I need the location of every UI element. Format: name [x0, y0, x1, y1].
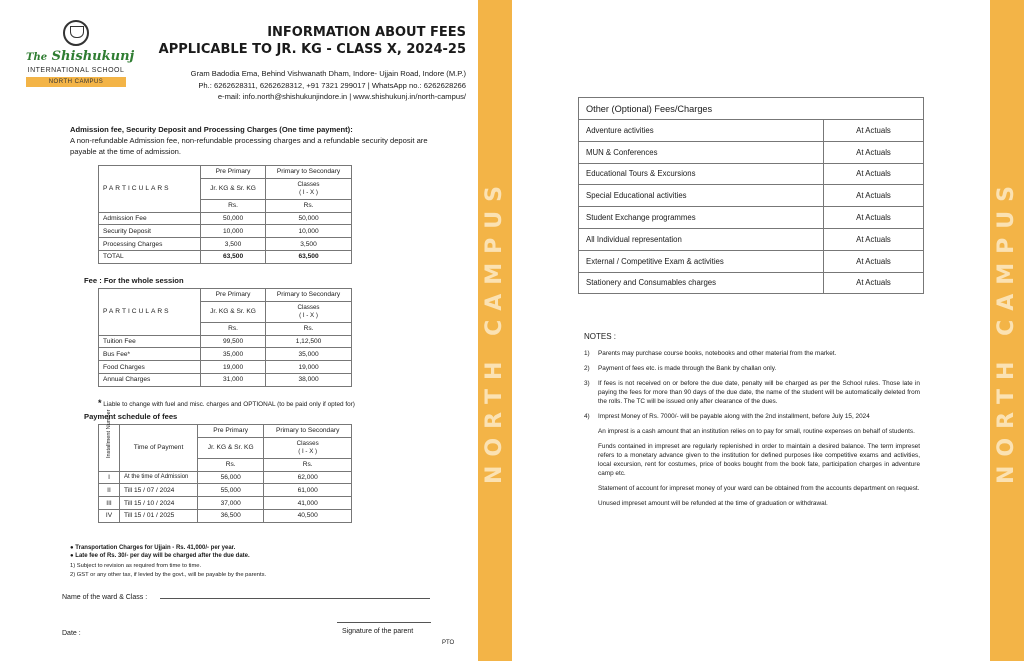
contact-block: Gram Badodia Ema, Behind Vishwanath Dham, Indore- Ujjain Road, Indore (M.P.) Ph.: 6262628311, 6262628312, +91 7321 299017 | WhatsApp no.: 6262628266 e-mail: info.north@shishukunjindore.in | www.shishukunj.in/north-campus/ [190, 69, 466, 101]
crest-icon [63, 20, 89, 46]
admission-fee-table: PARTICULARS Pre Primary Primary to Secondary Jr. KG & Sr. KG Classes ( I - X ) Rs. Rs. Admission Fee 50,000 50,000 Security Deposit 10,000 10,000 Processing Charges 3,500 3,500 TOTAL 63,500 63,500 [98, 165, 352, 264]
impreset-paragraph: An imprest is a cash amount that an institution relies on to pay for small, routine expenses on behalf of students. [598, 428, 915, 435]
table-row: II Till 15 / 07 / 2024 55,000 61,000 [99, 484, 352, 497]
list-item: 4) Imprest Money of Rs. 7000/- will be payable along with the 2nd installment, before July 15, 2024 [584, 413, 870, 420]
side-band-left [478, 0, 512, 661]
table-row: Admission Fee 50,000 50,000 [99, 212, 352, 225]
table-row: Stationery and Consumables charges At Actuals [579, 272, 924, 294]
side-band-text: NORTH CAMPUS [994, 176, 1020, 485]
session-fee-table: PARTICULARS Pre Primary Primary to Secondary Jr. KG & Sr. KG Classes ( I - X ) Rs. Rs. Tuition Fee 99,500 1,12,500 Bus Fee* 35,000 35,000 Food Charges 19,000 19,000 Annual Charges 31,000 38,000 [98, 288, 352, 387]
table-row: Security Deposit 10,000 10,000 [99, 225, 352, 238]
ward-name-line [160, 598, 430, 599]
impreset-paragraph: Unused impreset amount will be refunded at the time of graduation or withdrawal. [598, 500, 828, 507]
table-row: Processing Charges 3,500 3,500 [99, 238, 352, 251]
table-row: IV Till 15 / 01 / 2025 36,500 40,500 [99, 509, 352, 522]
table-row: Adventure activities At Actuals [579, 120, 924, 142]
table-row: External / Competitive Exam & activities At Actuals [579, 250, 924, 272]
table-row: Food Charges 19,000 19,000 [99, 361, 352, 374]
list-item: 1) Parents may purchase course books, notebooks and other material from the market. [584, 350, 837, 357]
bus-fee-footnote: * Liable to change with fuel and misc. charges and OPTIONAL (to be paid only if opted for) [98, 398, 355, 408]
table-row: Student Exchange programmes At Actuals [579, 207, 924, 229]
table-row: Special Educational activities At Actuals [579, 185, 924, 207]
table-row: Annual Charges 31,000 38,000 [99, 373, 352, 386]
fee-page-front [0, 0, 478, 661]
list-item: 2) Payment of fees etc. is made through the Bank by challan only. [584, 365, 777, 372]
admission-intro: Admission fee, Security Deposit and Processing Charges (One time payment): A non-refundable Admission fee, non-refundable processing charges and a refundable security deposit are payable at the time of admission. [70, 125, 428, 156]
fee-conditions: 1) Subject to revision as required from time to time. 2) GST or any other tax, if levied by the govt., will be payable by the parents. [70, 563, 267, 578]
table-row: Educational Tours & Excursions At Actuals [579, 163, 924, 185]
table-row: All Individual representation At Actuals [579, 228, 924, 250]
payment-schedule-table: Installment Number Time of Payment Pre Primary Primary to Secondary Jr. KG & Sr. KG Classes ( I - X ) Rs. Rs. I At the time of Admission 56,000 62,000 II Till 15 / 07 / 2024 55,000 61,000 III Till 15 / 10 / 2024 37,000 41,000 IV Till 15 / 01 / 2025 36,500 40,500 [98, 424, 352, 523]
table-row: Bus Fee* 35,000 35,000 [99, 348, 352, 361]
table-row: Tuition Fee 99,500 1,12,500 [99, 335, 352, 348]
school-logo [26, 20, 135, 87]
other-fees-table: Other (Optional) Fees/Charges Adventure activities At Actuals MUN & Conferences At Actuals Educational Tours & Excursions At Actuals Special Educational activities At Actuals Student Exchange programmes At Actuals All Individual representation At Actuals External / Competitive Exam & activities At Actuals Stationery and Consumables charges At Actuals [578, 97, 924, 294]
pto-label: PTO [442, 640, 455, 646]
page-title: INFORMATION ABOUT FEES APPLICABLE TO JR. KG - CLASS X, 2024-25 [158, 25, 466, 57]
table-row: MUN & Conferences At Actuals [579, 141, 924, 163]
side-band-right [990, 0, 1024, 661]
signature-line [337, 622, 431, 623]
brand-name: The Shishukunj [26, 49, 135, 64]
ward-name-label: Name of the ward & Class : [62, 594, 148, 601]
notes-title: NOTES : [584, 332, 617, 341]
table-row: TOTAL 63,500 63,500 [99, 250, 352, 263]
impreset-paragraph: Funds contained in impreset are regularly replenished in order to maintain a desired balance. The term impreset refers to a monetary advance given to the institution for defined purposes like competitive exams and activities, local excursion, rent for costumes, price of books bought from the book fate, participation charges in adventure camp etc. [598, 443, 920, 477]
list-item: 3) If fees is not received on or before the due date, penalty will be charged as per the School rules. Those late in paying the fees for more than 90 days of the due date, the name of the student will be automatically deleted from the rolls. The TC will be issued only after clearance of the dues. [584, 380, 920, 405]
campus-badge: NORTH CAMPUS [26, 77, 126, 87]
school-name: INTERNATIONAL SCHOOL [27, 67, 125, 74]
date-label: Date : [62, 630, 81, 637]
notes-section [584, 332, 920, 514]
impreset-paragraph: Statement of account for impreset money of your ward can be obtained from the accounts department on request. [598, 485, 920, 492]
signature-label: Signature of the parent [342, 628, 414, 635]
table-row: I At the time of Admission 56,000 62,000 [99, 471, 352, 484]
side-band-text: NORTH CAMPUS [482, 176, 508, 485]
table-row: III Till 15 / 10 / 2024 37,000 41,000 [99, 497, 352, 510]
session-fee-heading: Fee : For the whole session [84, 276, 184, 285]
fee-bullets: ● Transportation Charges for Ujjain - Rs. 41,000/- per year. ● Late fee of Rs. 30/- per day will be charged after the due date. [70, 545, 250, 559]
payment-schedule-heading: Payment schedule of fees [84, 412, 178, 421]
